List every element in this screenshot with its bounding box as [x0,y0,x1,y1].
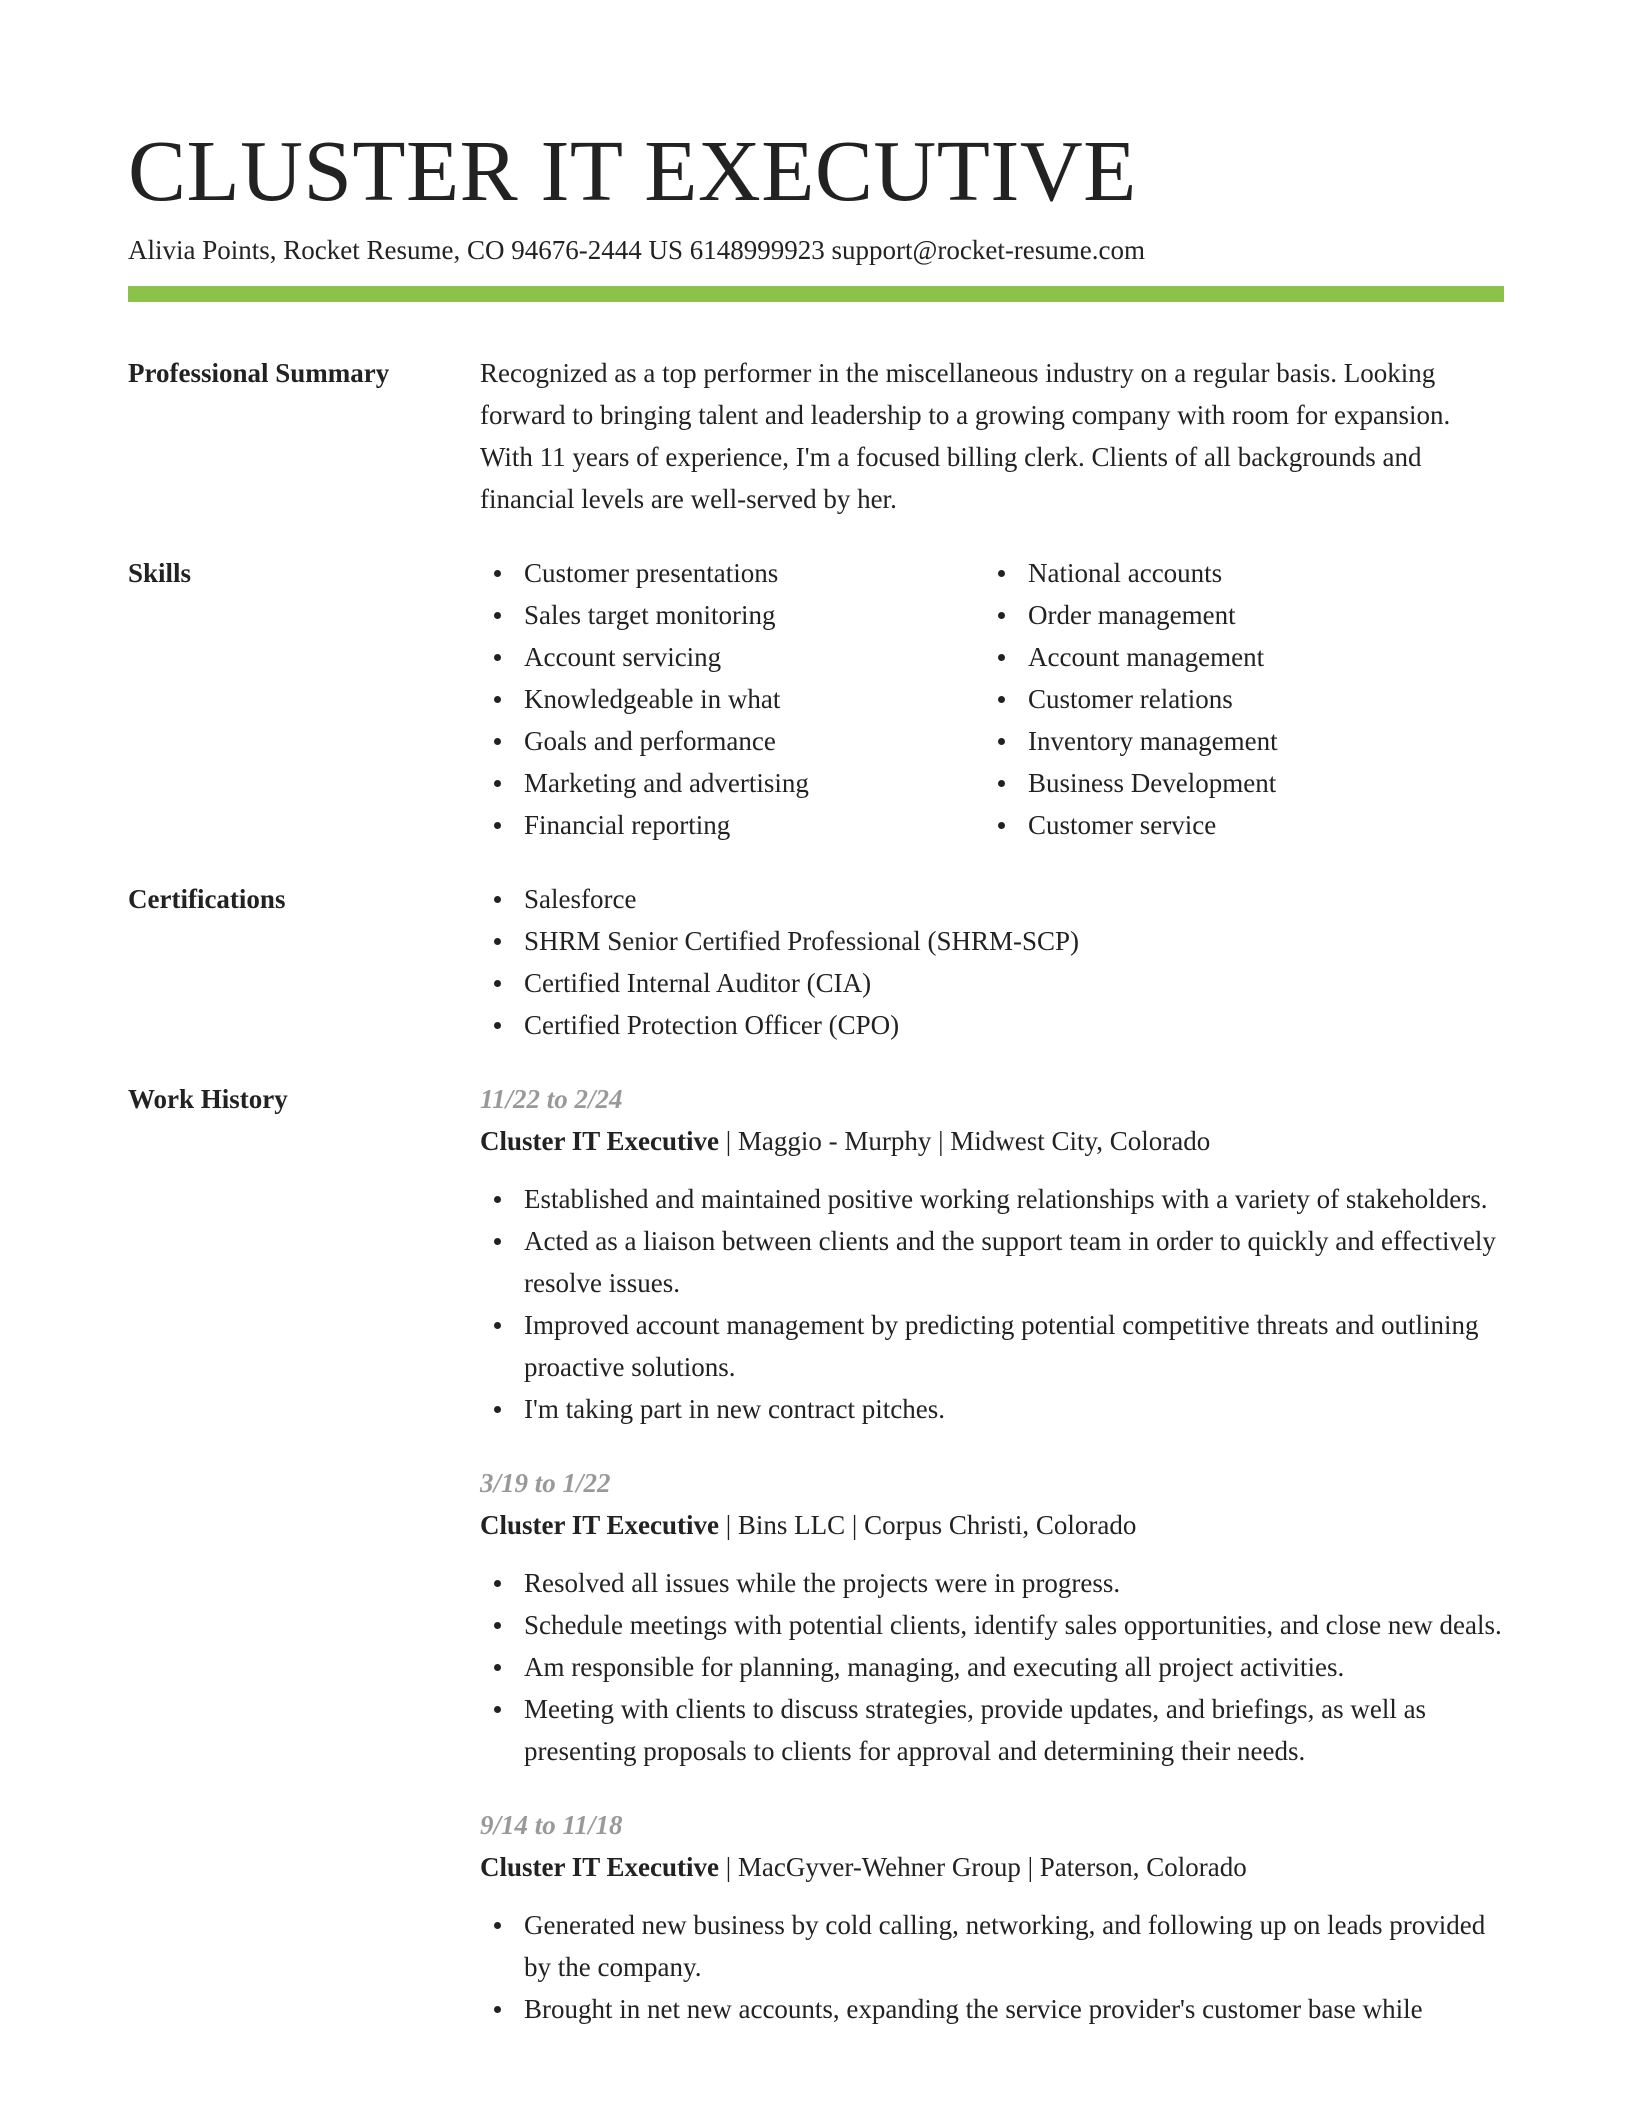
skill-item: Account management [984,636,1488,678]
contact-line: Alivia Points, Rocket Resume, CO 94676-2444 US 6148999923 support@rocket-resume.com [128,235,1146,265]
skills-column-right [984,552,1488,846]
skill-item: Account servicing [480,636,984,678]
job-entry [480,1078,1504,1430]
skill-item: Business Development [984,762,1488,804]
job-bullet: Schedule meetings with potential clients, identify sales opportunities, and close new deals. [480,1604,1504,1646]
job-title-line [480,1120,1504,1162]
job-bullet: I'm taking part in new contract pitches. [480,1388,1504,1430]
job-title: Cluster IT Executive [480,1852,719,1882]
certifications-list [480,878,1504,1046]
summary-heading: Professional Summary [128,358,390,388]
skill-item: Sales target monitoring [480,594,984,636]
job-title-line [480,1504,1504,1546]
work-history-body [480,1078,1504,2062]
job-dates: 11/22 to 2/24 [480,1084,623,1114]
skill-item: Marketing and advertising [480,762,984,804]
job-details: | MacGyver-Wehner Group | Paterson, Colorado [719,1852,1247,1882]
skill-item: Customer service [984,804,1488,846]
skill-item: Inventory management [984,720,1488,762]
job-bullet: Meeting with clients to discuss strategies, provide updates, and briefings, as well as presenting proposals to clients for approval and determining their needs. [480,1688,1504,1772]
certification-item: Salesforce [480,878,1504,920]
job-title-line [480,1846,1504,1888]
job-entry [480,1804,1504,2030]
job-bullet: Generated new business by cold calling, networking, and following up on leads provided by the company. [480,1904,1504,1988]
skills-list [480,552,1504,846]
job-dates: 9/14 to 11/18 [480,1810,623,1840]
resume-page [128,0,1504,2062]
skill-item: Order management [984,594,1488,636]
skills-heading: Skills [128,558,192,588]
skills-section [128,552,1504,846]
job-bullet: Resolved all issues while the projects were in progress. [480,1562,1504,1604]
skill-item: Customer relations [984,678,1488,720]
header-divider [128,286,1504,302]
certifications-body [480,878,1504,1046]
skills-column-left [480,552,984,846]
work-history-heading: Work History [128,1084,288,1114]
job-title: Cluster IT Executive [480,1126,719,1156]
job-bullet: Am responsible for planning, managing, and executing all project activities. [480,1646,1504,1688]
job-dates: 3/19 to 1/22 [480,1468,611,1498]
skill-item: National accounts [984,552,1488,594]
job-bullets [480,1562,1504,1772]
summary-text: Recognized as a top performer in the miscellaneous industry on a regular basis. Looking forward to bringing talent and leadership to a growing company with room for expansion. With 11 years of experience, I'm a focused billing clerk. Clients of all backgrounds and financial levels are well-served by her. [480,358,1451,514]
job-details: | Bins LLC | Corpus Christi, Colorado [719,1510,1137,1540]
certification-item: Certified Protection Officer (CPO) [480,1004,1504,1046]
job-bullets [480,1904,1504,2030]
skill-item: Knowledgeable in what [480,678,984,720]
job-bullets [480,1178,1504,1430]
job-details: | Maggio - Murphy | Midwest City, Colorado [719,1126,1211,1156]
job-title: Cluster IT Executive [480,1510,719,1540]
work-history-section [128,1078,1504,2062]
job-bullet: Improved account management by predicting potential competitive threats and outlining proactive solutions. [480,1304,1504,1388]
job-bullet: Brought in net new accounts, expanding the service provider's customer base while [480,1988,1504,2030]
certifications-section [128,878,1504,1046]
resume-title: CLUSTER IT EXECUTIVE [128,122,1137,219]
skill-item: Financial reporting [480,804,984,846]
certification-item: Certified Internal Auditor (CIA) [480,962,1504,1004]
job-bullet: Acted as a liaison between clients and the support team in order to quickly and effectively resolve issues. [480,1220,1504,1304]
certifications-heading: Certifications [128,884,286,914]
job-entry [480,1462,1504,1772]
skill-item: Goals and performance [480,720,984,762]
job-bullet: Established and maintained positive working relationships with a variety of stakeholders. [480,1178,1504,1220]
skill-item: Customer presentations [480,552,984,594]
certification-item: SHRM Senior Certified Professional (SHRM-SCP) [480,920,1504,962]
summary-section [128,352,1504,520]
